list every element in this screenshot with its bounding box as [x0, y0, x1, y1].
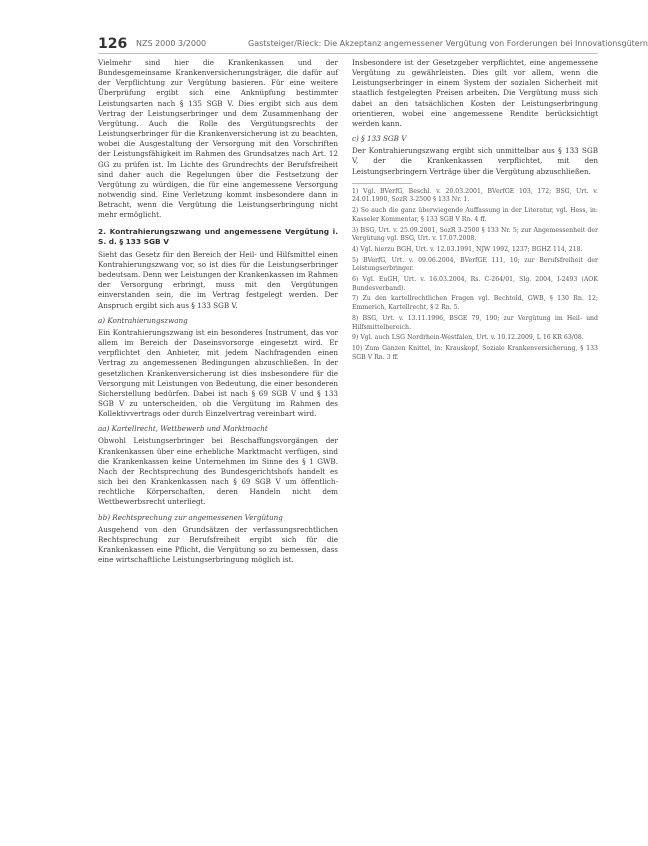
- running-title: Gaststeiger/Rieck: Die Akzeptanz angemessener Vergütung von Forderungen bei Innovationsgütern: [248, 39, 648, 48]
- footnote: 1) Vgl. BVerfG, Beschl. v. 20.03.2001, BVerfGE 103, 172; BSG, Urt. v. 24.01.1990, SozR 3-2500 § 133 Nr. 1.: [352, 187, 598, 204]
- footnote: 2) So auch die ganz überwiegende Auffassung in der Literatur, vgl. Hess, in: Kasseler Kommentar, § 133 SGB V Rn. 4 ff.: [352, 207, 598, 223]
- right-column: [352, 58, 598, 364]
- footnote: 6) Vgl. EuGH, Urt. v. 16.03.2004, Rs. C-264/01, Slg. 2004, I-2493 (AOK Bundesverband).: [352, 276, 598, 292]
- left-paragraph-2: Sieht das Gesetz für den Bereich der Heil- und Hilfsmittel einen Kontrahierungszwang vor, so ist dies für die Leistungserbringer bedeutsam. Denn wer Leistungen der Krankenkassen im Rahmen der Versorgung erbringt, muss mit den Vergütungen einverstanden sein, die im Vertrag festgelegt werden. Der Anspruch ergibt sich aus § 133 SGB V.: [98, 249, 338, 310]
- right-paragraph-1: Insbesondere ist der Gesetzgeber verpflichtet, eine angemessene Vergütung zu gewährleisten. Dies gilt vor allem, wenn die Leistungserbringer in einem System der sozialen Sicherheit mit staatlich festgelegten Preisen arbeiten. Die Vergütung muss sich dabei an den tatsächlichen Kosten der Leistungserbringung orientieren, wobei eine angemessene Rendite berücksichtigt werden kann.: [352, 58, 598, 128]
- footnote: 9) Vgl. auch LSG Nordrhein-Westfalen, Urt. v. 10.12.2009, L 16 KR 63/08.: [352, 334, 584, 342]
- page-header: [98, 36, 648, 52]
- footnote: 7) Zu den kartellrechtlichen Fragen vgl. Bechtold, GWB, § 130 Rn. 12; Emmerich, Kartellrecht, § 2 Rn. 5.: [352, 295, 598, 312]
- footnote: 3) BSG, Urt. v. 25.09.2001, SozR 3-2500 § 133 Nr. 5; zur Angemessenheit der Vergütung vgl. BSG, Urt. v. 17.07.2008.: [352, 226, 598, 243]
- footnote: 5) BVerfG, Urt. v. 09.06.2004, BVerfGE 111, 10; zur Berufsfreiheit der Leistungserbringer.: [352, 256, 598, 273]
- section-heading-2: 2. Kontrahierungszwang und angemessene Vergütung i. S. d. § 133 SGB V: [98, 226, 338, 246]
- left-paragraph-4: Obwohl Leistungserbringer bei Beschaffungsvorgängen der Krankenkassen über eine erhebliche Marktmacht verfügen, sind die Krankenkassen keine Unternehmen im Sinne des § 1 GWB. Nach der Rechtsprechung des Bundesgerichtshofs handelt es sich bei den Krankenkassen nach § 69 SGB V um öffentlich-rechtliche Körperschaften, deren Handeln nicht dem Wettbewerbsrecht unterliegt.: [98, 436, 338, 507]
- footnotes: [352, 188, 598, 363]
- subheading-aa: aa) Kartellrecht, Wettbewerb und Marktmacht: [98, 424, 268, 434]
- subheading-c: c) § 133 SGB V: [352, 134, 407, 144]
- page-number: 126: [98, 36, 128, 52]
- left-column: [98, 58, 338, 569]
- subheading-bb: bb) Rechtsprechung zur angemessenen Vergütung: [98, 512, 283, 522]
- footnote: 8) BSG, Urt. v. 13.11.1996, BSGE 79, 190; zur Vergütung im Heil- und Hilfsmittelbereich.: [352, 314, 598, 331]
- footnote: 4) Vgl. hierzu BGH, Urt. v. 12.03.1991, NJW 1992, 1237; BGHZ 114, 218.: [352, 245, 583, 253]
- right-paragraph-2: Der Kontrahierungszwang ergibt sich unmittelbar aus § 133 SGB V, der die Krankenkassen verpflichtet, mit den Leistungserbringern Verträge über die Vergütung abzuschließen.: [352, 146, 598, 176]
- left-paragraph-1: Vielmehr sind hier die Krankenkassen und der Bundesgemeinsame Krankenversicherungsträger, die dafür auf der Verpflichtung zur Vergütung basieren. Für eine weitere Überprüfung ergibt sich eine Anknüpfung bestimmter Leistungsarten nach § 135 SGB V. Dies ergibt sich aus dem Vertrag der Leistungserbringer und dem Zusammenhang der Vergütung. Auch die Rolle des Vergütungsrechts der Leistungserbringer für die Krankenversicherung ist zu beachten, wobei die Ausgestaltung der Versorgung mit den Vorschriften der Leistungsfähigkeit im Rahmen des Grundsatzes nach Art. 12 GG zu prüfen ist. Im Lichte des Grundrechts der Berufsfreiheit sind daher auch die Regelungen über die Festsetzung der Vergütung zu würdigen, die für eine angemessene Versorgung notwendig sind. Eine Verletzung kommt insbesondere dann in Betracht, wenn die Vergütung die Leistungserbringung nicht mehr ermöglicht.: [98, 58, 338, 220]
- footnote-rule: [352, 183, 412, 184]
- left-paragraph-5: Ausgehend von den Grundsätzen der verfassungsrechtlichen Rechtsprechung zur Berufsfreiheit ergibt sich für die Krankenkassen eine Pflicht, die Vergütung so zu bemessen, dass eine wirtschaftliche Leistungserbringung möglich ist.: [98, 524, 338, 565]
- subheading-a: a) Kontrahierungszwang: [98, 315, 188, 325]
- footnote: 10) Zum Ganzen Knittel, in: Krauskopf, Soziale Krankenversicherung, § 133 SGB V Rn. 3 ff.: [352, 344, 598, 361]
- header-rule: [98, 53, 598, 54]
- left-paragraph-3: Ein Kontrahierungszwang ist ein besonderes Instrument, das vor allem im Bereich der Daseinsvorsorge eingesetzt wird. Er verpflichtet den Anbieter, mit jedem Nachfragenden einen Vertrag zu angemessenen Bedingungen abzuschließen. In der gesetzlichen Krankenversicherung ist dies insbesondere für die Versorgung mit Leistungen von Bedeutung, die einer besonderen Sicherstellung bedürfen. Dabei ist nach § 69 SGB V und § 133 SGB V zu unterscheiden, ob die Vergütung im Rahmen des Kollektivvertrags oder durch Einzelvertrag vereinbart wird.: [98, 327, 338, 419]
- journal-reference: NZS 2000 3/2000: [136, 39, 207, 48]
